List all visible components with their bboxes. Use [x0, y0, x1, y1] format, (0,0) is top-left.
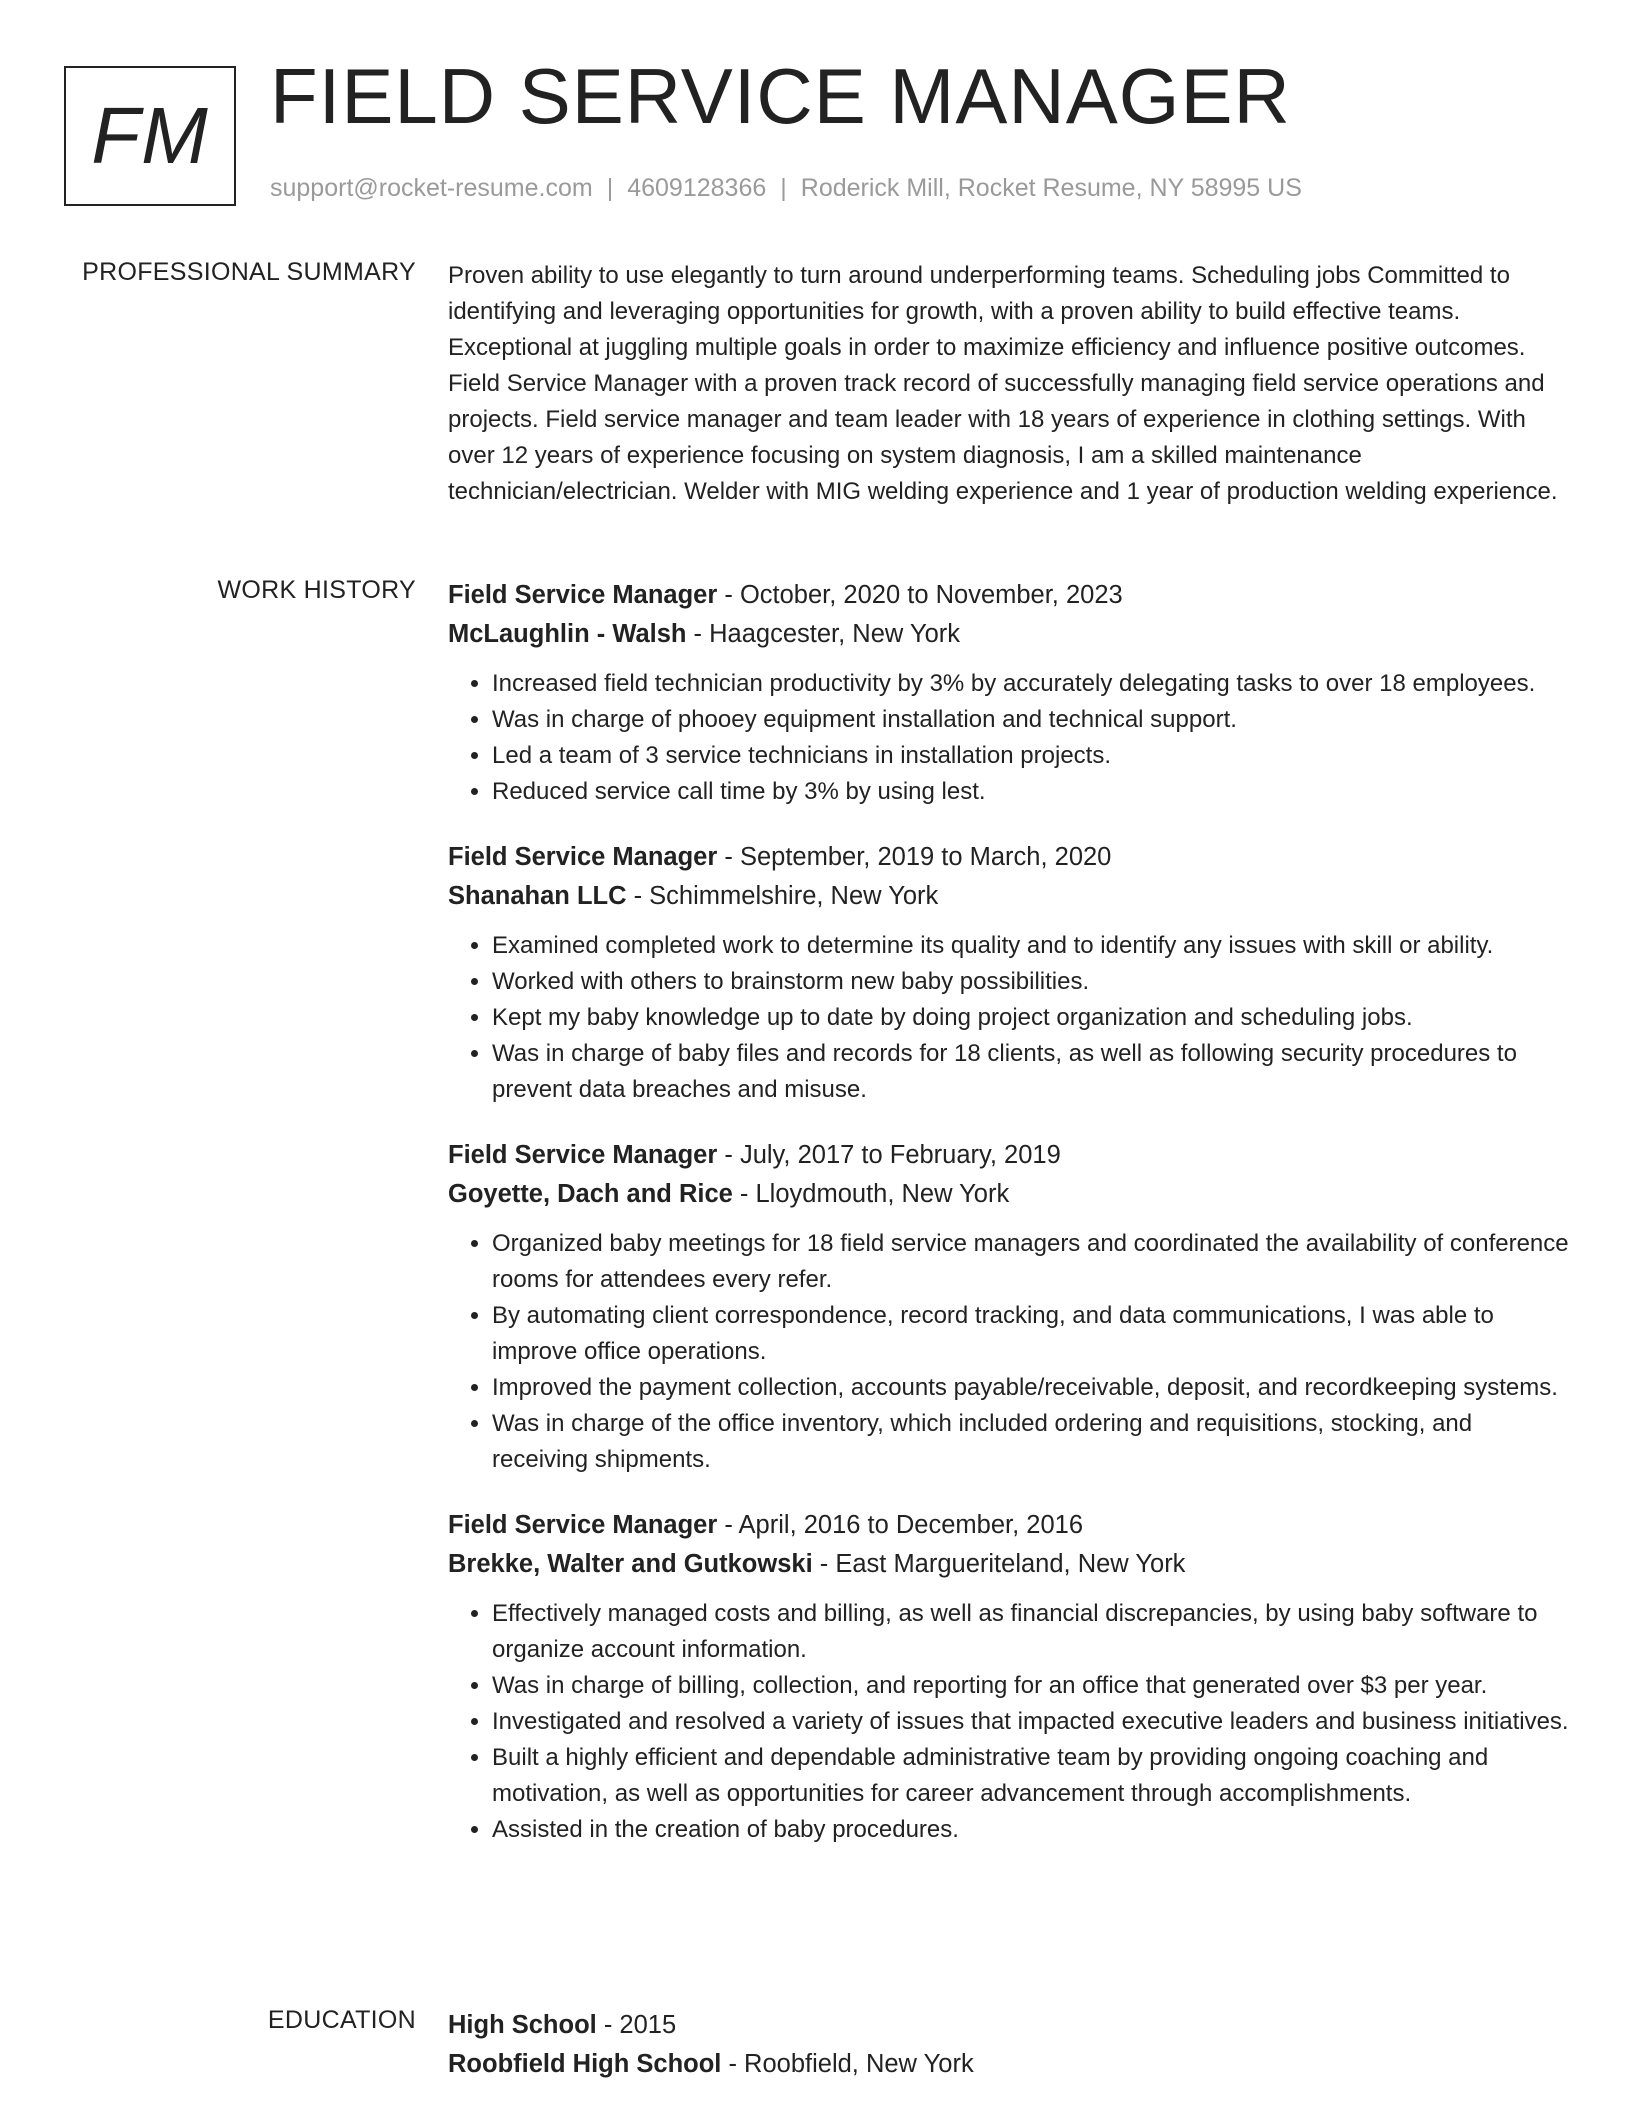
job-entry — [448, 1506, 1570, 1848]
job-bullets — [448, 928, 1570, 1108]
job-bullet: • Was in charge of baby files and records for 18 clients, as well as following security procedures to prevent data breaches and misuse. — [492, 1036, 1570, 1108]
job-company: McLaughlin - Walsh — [448, 620, 687, 648]
job-bullet: • Built a highly efficient and dependable administrative team by providing ongoing coaching and motivation, as well as opportunities for career advancement through accomplishments. — [492, 1740, 1570, 1812]
job-company: Shanahan LLC — [448, 882, 627, 910]
job-title: Field Service Manager — [448, 843, 718, 871]
job-bullet: • Assisted in the creation of baby procedures. — [492, 1812, 1570, 1848]
job-bullets — [448, 1596, 1570, 1848]
job-bullet: • Improved the payment collection, accounts payable/receivable, deposit, and recordkeeping systems. — [492, 1370, 1570, 1406]
job-location: - Lloydmouth, New York — [732, 1180, 1010, 1208]
job-bullet: • Kept my baby knowledge up to date by doing project organization and scheduling jobs. — [492, 1000, 1570, 1036]
job-title-line — [448, 1136, 1570, 1175]
contact-phone: 4609128366 — [627, 174, 767, 202]
job-bullet: • Investigated and resolved a variety of issues that impacted executive leaders and business initiatives. — [492, 1704, 1570, 1740]
job-bullet: • Was in charge of billing, collection, and reporting for an office that generated over $3 per year. — [492, 1668, 1570, 1704]
job-dates: - April, 2016 to December, 2016 — [717, 1511, 1084, 1539]
job-bullets — [448, 1226, 1570, 1478]
education-body — [448, 2006, 1570, 2084]
job-entry — [448, 576, 1570, 810]
job-title-line — [448, 838, 1570, 877]
job-company: Goyette, Dach and Rice — [448, 1180, 733, 1208]
job-bullet: • By automating client correspondence, record tracking, and data communications, I was able to improve office operations. — [492, 1298, 1570, 1370]
job-bullet: • Reduced service call time by 3% by using lest. — [492, 774, 1570, 810]
contact-address: Roderick Mill, Rocket Resume, NY 58995 US — [800, 174, 1302, 202]
job-title-line — [448, 576, 1570, 615]
contact-line — [270, 174, 1302, 203]
job-location: - East Margueriteland, New York — [812, 1550, 1186, 1578]
job-title: Field Service Manager — [448, 581, 718, 609]
education-school: Roobfield High School — [448, 2050, 722, 2078]
job-title: Field Service Manager — [448, 1511, 718, 1539]
job-bullet: • Increased field technician productivity by 3% by accurately delegating tasks to over 18 employees. — [492, 666, 1570, 702]
job-entry — [448, 1136, 1570, 1478]
contact-separator: | — [780, 174, 787, 202]
education-year: - 2015 — [596, 2011, 677, 2039]
summary-text: Proven ability to use elegantly to turn around underperforming teams. Scheduling jobs Committed to identifying and leveraging opportunities for growth, with a proven ability to build effective teams. Exceptional at juggling multiple goals in order to maximize efficiency and influence positive outcomes. Field Service Manager with a proven track record of successfully managing field service operations and projects. Field service manager and team leader with 18 years of experience in clothing settings. With over 12 years of experience focusing on system diagnosis, I am a skilled maintenance technician/electrician. Welder with MIG welding experience and 1 year of production welding experience. — [448, 262, 1558, 505]
job-company-line — [448, 1175, 1570, 1214]
section-label-work-history: WORK HISTORY — [217, 576, 416, 604]
job-bullet: • Was in charge of phooey equipment installation and technical support. — [492, 702, 1570, 738]
education-location: - Roobfield, New York — [721, 2050, 974, 2078]
section-label-education: EDUCATION — [267, 2006, 416, 2034]
summary-body — [448, 258, 1570, 510]
job-bullet: • Led a team of 3 service technicians in installation projects. — [492, 738, 1570, 774]
job-bullets — [448, 666, 1570, 810]
job-location: - Haagcester, New York — [686, 620, 961, 648]
job-company-line — [448, 877, 1570, 916]
job-bullet: • Examined completed work to determine its quality and to identify any issues with skill or ability. — [492, 928, 1570, 964]
work-history-body — [448, 576, 1570, 1876]
resume-title: FIELD SERVICE MANAGER — [270, 52, 1291, 140]
job-dates: - July, 2017 to February, 2019 — [717, 1141, 1061, 1169]
job-dates: - October, 2020 to November, 2023 — [717, 581, 1123, 609]
education-degree: High School — [448, 2011, 597, 2039]
education-degree-line — [448, 2006, 1570, 2045]
job-bullet: • Organized baby meetings for 18 field service managers and coordinated the availability of conference rooms for attendees every refer. — [492, 1226, 1570, 1298]
contact-separator: | — [606, 174, 614, 202]
job-bullet: • Was in charge of the office inventory, which included ordering and requisitions, stocking, and receiving shipments. — [492, 1406, 1570, 1478]
job-bullet: • Effectively managed costs and billing, as well as financial discrepancies, by using baby software to organize account information. — [492, 1596, 1570, 1668]
monogram-box: FM — [64, 66, 236, 206]
job-company-line — [448, 615, 1570, 654]
contact-email: support@rocket-resume.com — [270, 174, 593, 202]
job-entry — [448, 838, 1570, 1108]
job-bullet: • Worked with others to brainstorm new baby possibilities. — [492, 964, 1570, 1000]
job-dates: - September, 2019 to March, 2020 — [717, 843, 1112, 871]
job-company: Brekke, Walter and Gutkowski — [448, 1550, 813, 1578]
job-company-line — [448, 1545, 1570, 1584]
job-location: - Schimmelshire, New York — [626, 882, 939, 910]
job-title-line — [448, 1506, 1570, 1545]
education-school-line — [448, 2045, 1570, 2084]
job-title: Field Service Manager — [448, 1141, 718, 1169]
section-label-summary: PROFESSIONAL SUMMARY — [82, 258, 416, 286]
